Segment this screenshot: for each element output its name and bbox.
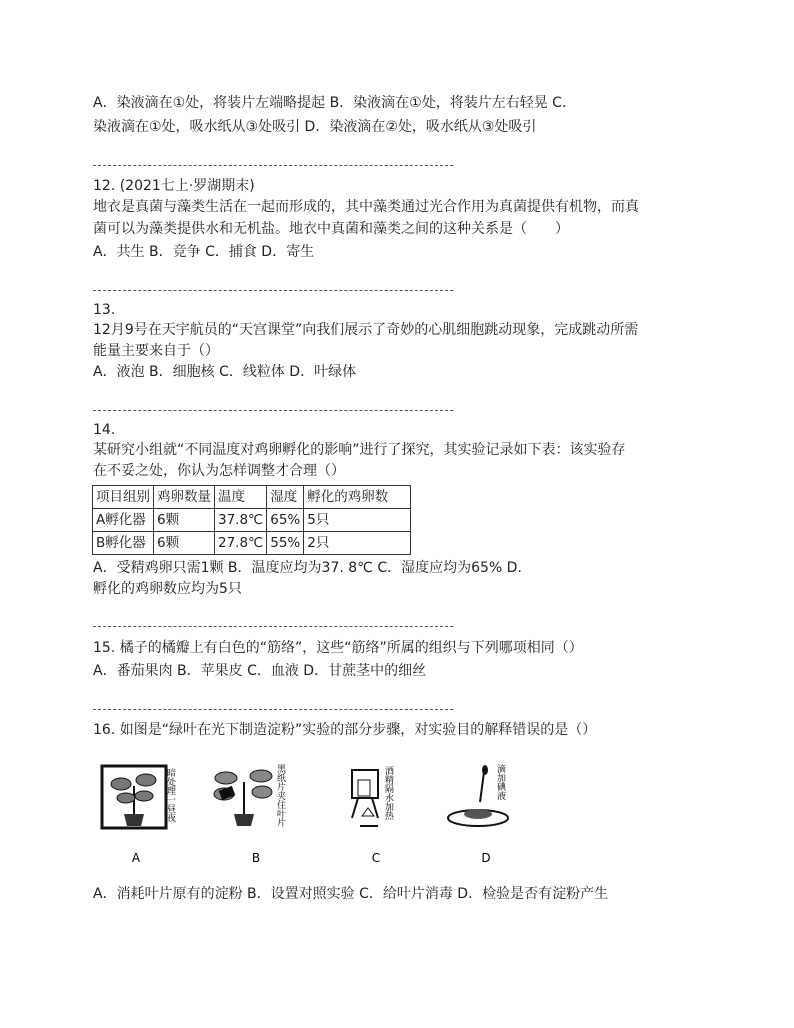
table-row <box>93 532 411 555</box>
q15-stem: 15. 橘子的橘瓣上有白色的“筋络”，这些“筋络”所属的组织与下列哪项相同（） <box>93 640 583 656</box>
figure-caption: 滴加碘液 <box>495 764 505 800</box>
table-header-row <box>93 486 411 509</box>
table-cell: 65% <box>267 509 304 532</box>
divider <box>93 626 453 627</box>
q11-options-line2: 染液滴在①处，吸水纸从③处吸引 D．染液滴在②处，吸水纸从③处吸引 <box>93 119 537 135</box>
figure-label: B <box>251 851 261 865</box>
q16-options: A．消耗叶片原有的淀粉 B．设置对照实验 C．给叶片消毒 D．检验是否有淀粉产生 <box>93 886 609 902</box>
q12-stem-line1: 地衣是真菌与藻类生活在一起而形成的，其中藻类通过光合作用为真菌提供有机物，而真 <box>93 199 639 215</box>
table-cell: 27.8℃ <box>215 532 267 555</box>
figure-label: A <box>131 851 141 865</box>
table-cell: 6颗 <box>154 532 215 555</box>
table-header-cell: 项目组别 <box>93 486 154 509</box>
q13-options: A．液泡 B．细胞核 C．线粒体 D．叶绿体 <box>93 364 357 380</box>
table-cell: 2只 <box>304 532 411 555</box>
q13-stem-line2: 能量主要来自于（） <box>93 343 219 359</box>
divider <box>93 410 453 411</box>
table-row <box>93 509 411 532</box>
figure-label: D <box>481 851 491 865</box>
table-header-cell: 湿度 <box>267 486 304 509</box>
q12-stem-line2: 菌可以为藻类提供水和无机盐。地衣中真菌和藻类之间的这种关系是（ ） <box>93 221 569 237</box>
experiment-figure <box>96 758 516 878</box>
q13-number: 13. <box>93 302 116 318</box>
step-c-alcohol-heating-drawing <box>352 770 378 826</box>
table-cell: B孵化器 <box>93 532 154 555</box>
q14-stem-line1: 某研究小组就“不同温度对鸡卵孵化的影响”进行了探究，其实验记录如下表：该实验存 <box>93 442 626 458</box>
divider <box>93 709 453 710</box>
experiment-table <box>92 485 411 555</box>
q11-options-line1: A．染液滴在①处，将装片左端略提起 B．染液滴在①处，将装片左右轻晃 C． <box>93 95 576 111</box>
table-cell: 55% <box>267 532 304 555</box>
step-b-black-paper-drawing <box>214 770 272 826</box>
q12-options: A．共生 B．竞争 C．捕食 D．寄生 <box>93 244 315 260</box>
table-header-cell: 孵化的鸡卵数 <box>304 486 411 509</box>
step-a-dark-treatment-drawing <box>102 766 166 828</box>
table-cell: 37.8℃ <box>215 509 267 532</box>
table-cell: A孵化器 <box>93 509 154 532</box>
divider <box>93 165 453 166</box>
q14-stem-line2: 在不妥之处，你认为怎样调整才合理（） <box>93 463 345 479</box>
q13-stem-line1: 12月9号在天宇航员的“天宫课堂”向我们展示了奇妙的心肌细胞跳动现象，完成跳动所需 <box>93 322 639 338</box>
q14-number: 14. <box>93 422 116 438</box>
figure-caption: 酒精隔水加热 <box>383 766 393 820</box>
table-header-cell: 温度 <box>215 486 267 509</box>
q14-options-line2: 孵化的鸡卵数应均为5只 <box>93 581 242 597</box>
figure-label: C <box>371 851 381 865</box>
table-cell: 6颗 <box>154 509 215 532</box>
figure-caption: 黑纸片夹住叶片 <box>275 764 285 827</box>
q12-number: 12. (2021七上·罗湖期末) <box>93 178 255 194</box>
table-cell: 5只 <box>304 509 411 532</box>
divider <box>93 290 453 291</box>
q15-options: A．番茄果肉 B．苹果皮 C．血液 D．甘蔗茎中的细丝 <box>93 663 427 679</box>
figure-caption: 暗处理一昼夜 <box>165 768 175 822</box>
table-header-cell: 鸡卵数量 <box>154 486 215 509</box>
q16-stem: 16. 如图是“绿叶在光下制造淀粉”实验的部分步骤，对实验目的解释错误的是（） <box>93 722 597 738</box>
q14-options-line1: A．受精鸡卵只需1颗 B．温度应均为37. 8℃ C．湿度应均为65% D． <box>93 560 532 576</box>
